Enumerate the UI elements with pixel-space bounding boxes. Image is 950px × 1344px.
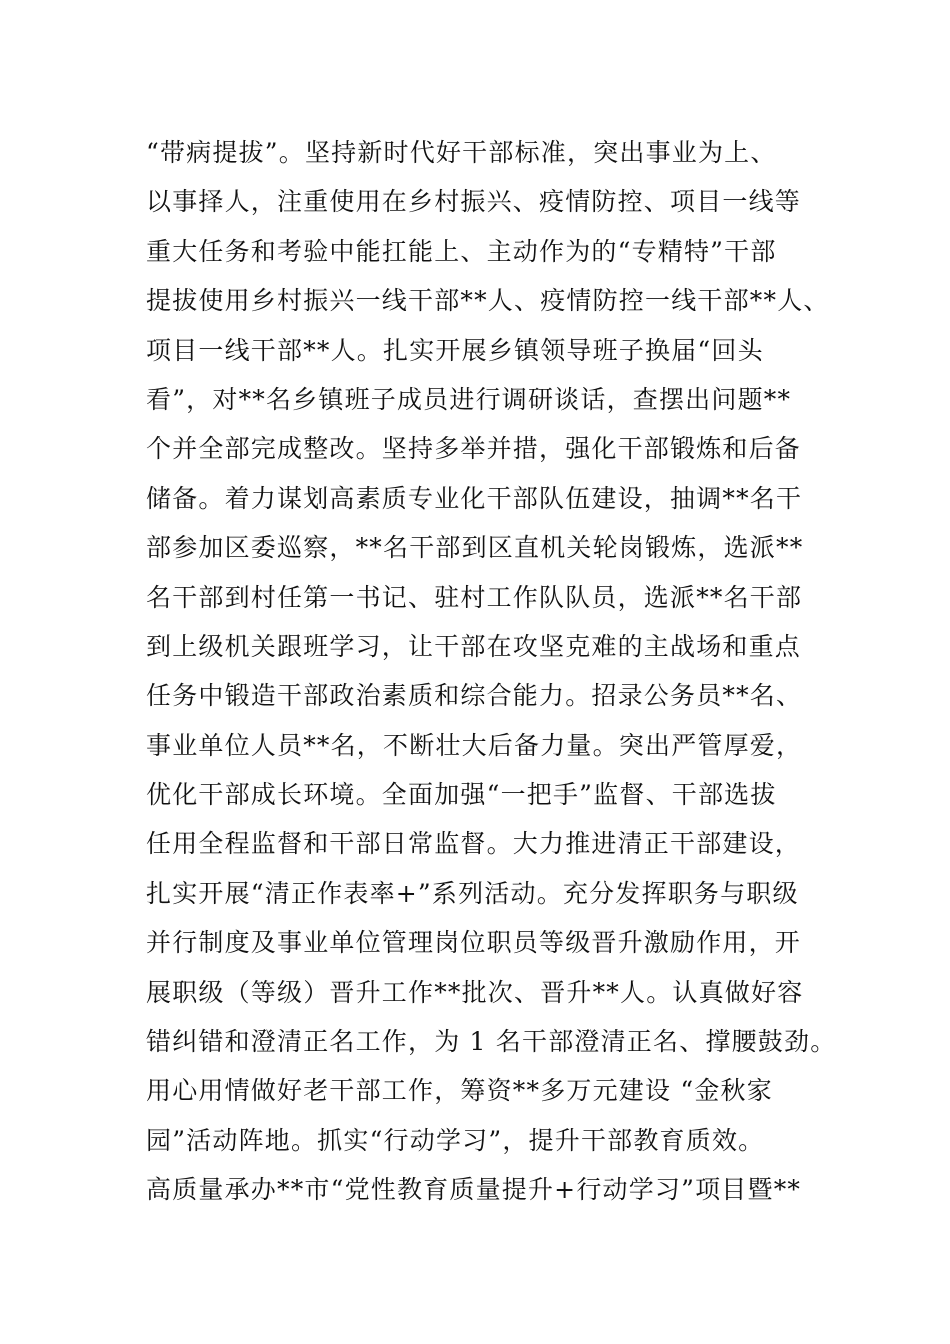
text-line: 扎实开展“清正作表率+”系列活动。充分发挥职务与职级 [146,878,799,908]
text-line: 部参加区委巡察，**名干部到区直机关轮岗锻炼，选派** [146,533,804,563]
text-line: 以事择人，注重使用在乡村振兴、疫情防控、项目一线等 [146,187,802,217]
text-line: “带病提拔”。坚持新时代好干部标准，突出事业为上、 [146,138,777,167]
text-line: 并行制度及事业单位管理岗位职员等级晋升激励作用，开 [146,928,802,958]
text-line: 错纠错和澄清正名工作，为 1 名干部澄清正名、撑腰鼓劲。 [146,1027,837,1057]
text-line: 重大任务和考验中能扛能上、主动作为的“专精特”干部 [146,236,777,266]
text-line: 任用全程监督和干部日常监督。大力推进清正干部建设， [146,829,802,859]
text-line: 高质量承办**市“党性教育质量提升+行动学习”项目暨** [146,1175,802,1205]
text-line: 项目一线干部**人。扎实开展乡镇领导班子换届“回头 [146,335,764,365]
text-line: 任务中锻造干部政治素质和综合能力。招录公务员**名、 [146,681,803,711]
text-line: 提拔使用乡村振兴一线干部**人、疫情防控一线干部**人、 [146,286,830,316]
body-text [146,128,836,1215]
text-line: 用心用情做好老干部工作，筹资**多万元建设 “金秋家 [146,1076,773,1106]
text-line: 园”活动阵地。抓实“行动学习”，提升干部教育质效。 [146,1125,765,1155]
text-line: 个并全部完成整改。坚持多举并措，强化干部锻炼和后备 [146,434,802,464]
text-line: 展职级（等级）晋升工作**批次、晋升**人。认真做好容 [146,977,804,1007]
text-line: 看”，对**名乡镇班子成员进行调研谈话，查摆出问题** [146,384,792,414]
text-line: 事业单位人员**名，不断壮大后备力量。突出严管厚爱， [146,730,803,760]
text-line: 储备。着力谋划高素质专业化干部队伍建设，抽调**名干 [146,483,803,513]
text-line: 优化干部成长环境。全面加强“一把手”监督、干部选拔 [146,780,777,810]
text-line: 名干部到村任第一书记、驻村工作队队员，选派**名干部 [146,582,803,612]
text-line: 到上级机关跟班学习，让干部在攻坚克难的主战场和重点 [146,631,802,661]
